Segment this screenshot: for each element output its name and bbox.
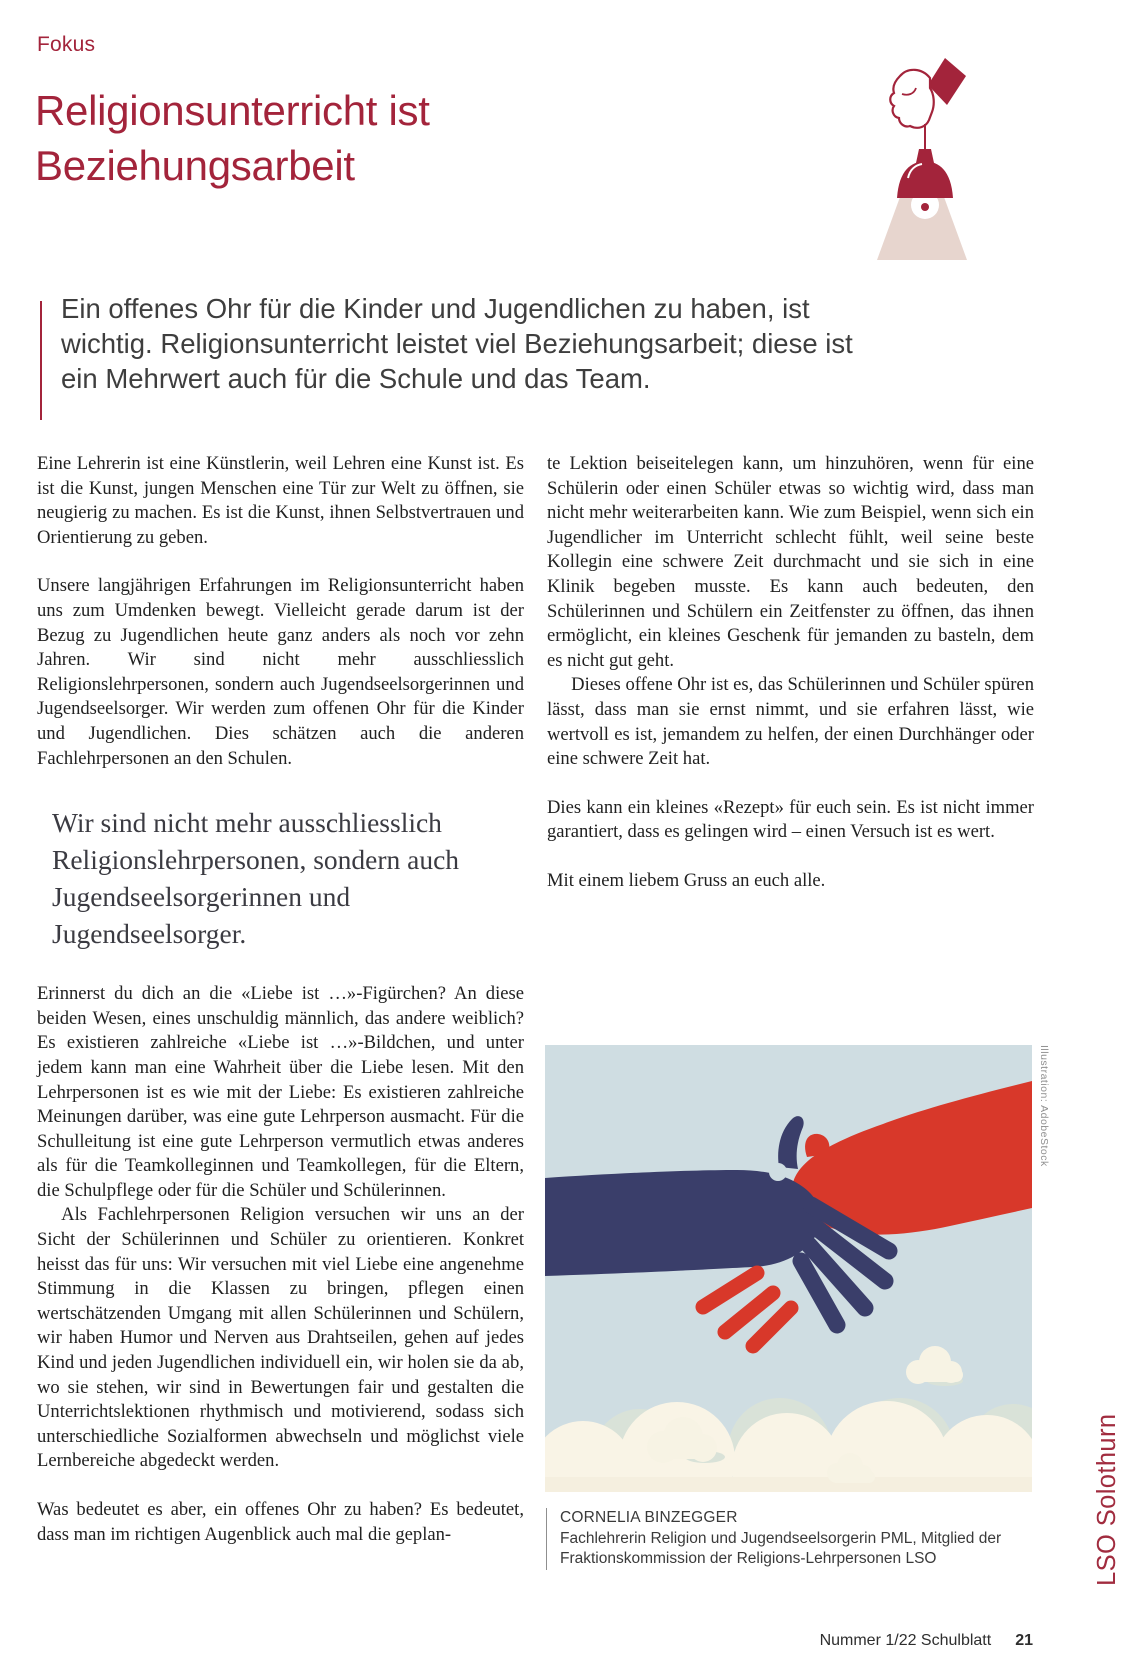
article-paragraph: Mit einem liebem Gruss an euch alle. [547,869,826,891]
page-number: 21 [1015,1632,1033,1649]
handshake-illustration [545,1045,1032,1492]
left-column [37,452,524,1547]
author-role-line: Fachlehrerin Religion und Jugendseelsorgerin PML, Mitglied der [560,1529,1002,1547]
article-paragraph: Dieses offene Ohr ist es, das Schülerinnen und Schüler spüren lässt, dass man sie ernst nimmt, und sie erfahren lässt, wie wertvoll es ist, jemandem zu helfen, der einen Durchhänger oder eine schwere Zeit hat. [547,674,1034,770]
lamp-shade [897,161,953,198]
right-column [547,452,1034,894]
author-role-line: Fraktionskommission der Religions-Lehrpersonen LSO [560,1550,937,1567]
cloud-strip [545,1477,1032,1492]
fist [890,70,933,128]
article-paragraph: Erinnerst du dich an die «Liebe ist …»-Figürchen? An diese beiden Wesen, eines unschuldig männlich, das andere weiblich? Es existieren zahlreiche «Liebe ist …»-Bildchen, und unter jedem kann man eine Wahrheit über die Liebe lesen. Mit den Lehrpersonen ist es wie mit der Liebe: Es existieren zahlreiche Meinungen darüber, was eine gute Lehrperson ausmacht. Für die Schulleitung ist eine gute Lehrperson vermutlich etwas anderes als für die Teamkolleginnen und Teamkollegen, für die Eltern, die Schulpflege oder für die Schüler und Schülerinnen. [37,983,524,1201]
article-paragraph: Was bedeutet es aber, ein offenes Ohr zu haben? Es bedeutet, dass man im richtigen Augenblick auch mal die geplan- [37,1499,524,1545]
article-paragraph: Eine Lehrerin ist eine Künstlerin, weil Lehren eine Kunst ist. Es ist die Kunst, jungen Menschen eine Tür zur Welt zu öffnen, sie neugierig zu machen. Es ist die Kunst, ihnen Selbstvertrauen und Orientierung zu geben. [37,453,524,548]
lead-paragraph: Ein offenes Ohr für die Kinder und Jugendlichen zu haben, ist wichtig. Religionsunterricht leistet viel Beziehungsarbeit; diese ist ein Mehrwert auch für die Schule und das Team. [61,293,853,394]
pull-quote: Wir sind nicht mehr ausschliesslich Religionslehrpersonen, sondern auch Jugendseelsorgerinnen und Jugendseelsorger. [52,807,460,950]
grip-gap [769,1163,787,1181]
figure-credit: Illustration: AdobeStock [1038,1045,1050,1167]
article-paragraph: Als Fachlehrpersonen Religion versuchen wir uns an der Sicht der Schülerinnen und Schüler zu orientieren. Konkret heisst das für uns: Wir versuchen mit viel Liebe eine angenehme Stimmung in die Klassen zu bringen, pflegen einen wertschätzenden Umgang mit allen Schülerinnen und Schülern, wir haben Humor und Nerven aus Drahtseilen, gehen auf jedes Kind und jeden Jugendlichen individuell ein, wir holen sie da ab, wo sie stehen, wir sind in Bewertungen fair und gestalten die Unterrichtslektionen rhythmisch und motivierend, sodass sich unterschiedliche Sozialformen abwechseln und möglichst viele Lernbereiche abgedeckt werden. [37,1204,524,1472]
article-paragraph: Unsere langjährigen Erfahrungen im Religionsunterricht haben uns zum Umdenken bewegt. Vielleicht gerade darum ist der Bezug zu Jugendlichen heute ganz anders als noch vor zehn Jahren. Wir sind nicht mehr ausschliesslich Religionslehrpersonen, sondern auch Jugendseelsorgerinnen und Jugendseelsorger. Wir werden zum offenen Ohr für die Kinder und Jugendlichen. Dies schätzen auch die anderen Fachlehrpersonen an den Schulen. [37,575,524,769]
lead-accent-rule [40,301,42,420]
bulb-dot [921,203,929,211]
author-name: CORNELIA BINZEGGER [560,1509,738,1526]
page-title: Religionsunterricht ist Beziehungsarbeit [35,87,430,189]
lamp-socket [916,149,934,163]
page-footer [820,1632,1033,1650]
kicker: Fokus [37,33,96,56]
issue-label: Nummer 1/22 Schulblatt [819,1632,992,1649]
article-paragraph: te Lektion beiseitelegen kann, um hinzuhören, wenn für eine Schülerin oder einen Schüler etwas so wichtig wird, dass man nicht mehr weiterarbeiten kann. Wie zum Beispiel, wenn sich ein Jugendlicher im Unterricht schlecht fühlt, weil seine beste Kollegin eine schwere Zeit durchmacht und sie sich in eine Klinik begeben musste. Es kann auch bedeuten, den Schülerinnen und Schülern ein Zeitfenster zu öffnen, das ihnen ermöglicht, ein kleines Geschenk für jemanden zu basteln, dem es nicht gut geht. [547,453,1034,671]
author-block [546,1508,1040,1570]
brand-lso-solothurn: LSO Solothurn [1093,1413,1121,1586]
navy-arm [545,1170,821,1276]
article-paragraph: Dies kann ein kleines «Rezept» für euch sein. Es ist nicht immer garantiert, dass es gelingen wird – einen Versuch ist es wert. [547,796,1034,843]
hand-lamp-illustration [868,50,998,265]
